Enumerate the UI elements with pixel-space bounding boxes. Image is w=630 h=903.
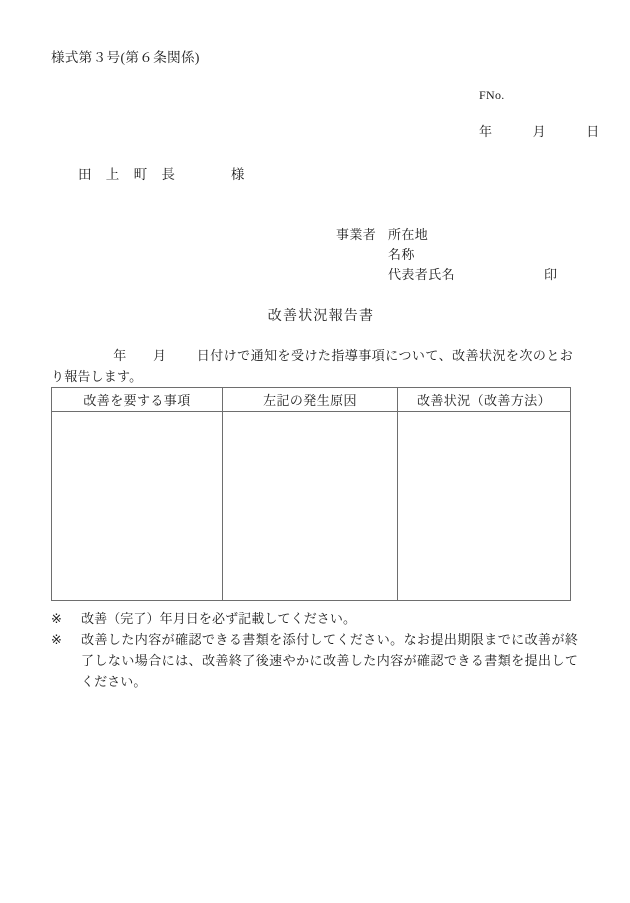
operator-field-representative: 代表者氏名 [388,267,456,282]
table-header-status: 改善状況（改善方法） [398,388,571,412]
table-cell-status[interactable] [398,412,571,601]
body-paragraph [51,345,573,387]
body-date-year: 年 [113,348,127,363]
operator-field-location: 所在地 [388,227,429,242]
submission-date-line: 年 月 日 [479,124,600,139]
improvement-report-table [51,387,571,601]
note-text: 改善（完了）年月日を必ず記載してください。 [81,611,357,626]
page-title [0,305,630,325]
body-text: 日付けで通知を受けた指導事項について、改善状況を次のとおり報告します。 [51,348,573,384]
body-date-month: 月 [152,348,167,363]
note-mark-icon: ※ [51,611,62,626]
addressee-line: 田 上 町 長 様 [78,167,245,182]
note-text: 改善した内容が確認できる書類を添付してください。なお提出期限までに改善が終了しない場合には、改善終了後速やかに改善した内容が確認できる書類を提出してください。 [81,632,578,689]
operator-row-name [336,245,455,265]
seal-mark: 印 [544,267,558,282]
reference-number-label: FNo. [479,88,505,102]
form-number-label: 様式第３号(第６条関係) [51,50,200,65]
note-item [51,629,578,692]
table-header-row [52,388,571,412]
table-header-improvement-items: 改善を要する事項 [52,388,223,412]
table-cell-improvement-items[interactable] [52,412,223,601]
operator-row-representative [336,265,455,285]
page-title-text: 改善状況報告書 [267,309,375,324]
operator-block [336,225,558,285]
operator-label: 事業者 [336,227,377,242]
operator-field-name: 名称 [388,247,415,262]
notes-section [51,608,578,692]
table-cell-cause[interactable] [223,412,398,601]
note-item [51,608,578,629]
table-header-cause: 左記の発生原因 [223,388,398,412]
table-row [52,412,571,601]
operator-row-location [336,225,455,245]
note-mark-icon: ※ [51,632,62,647]
